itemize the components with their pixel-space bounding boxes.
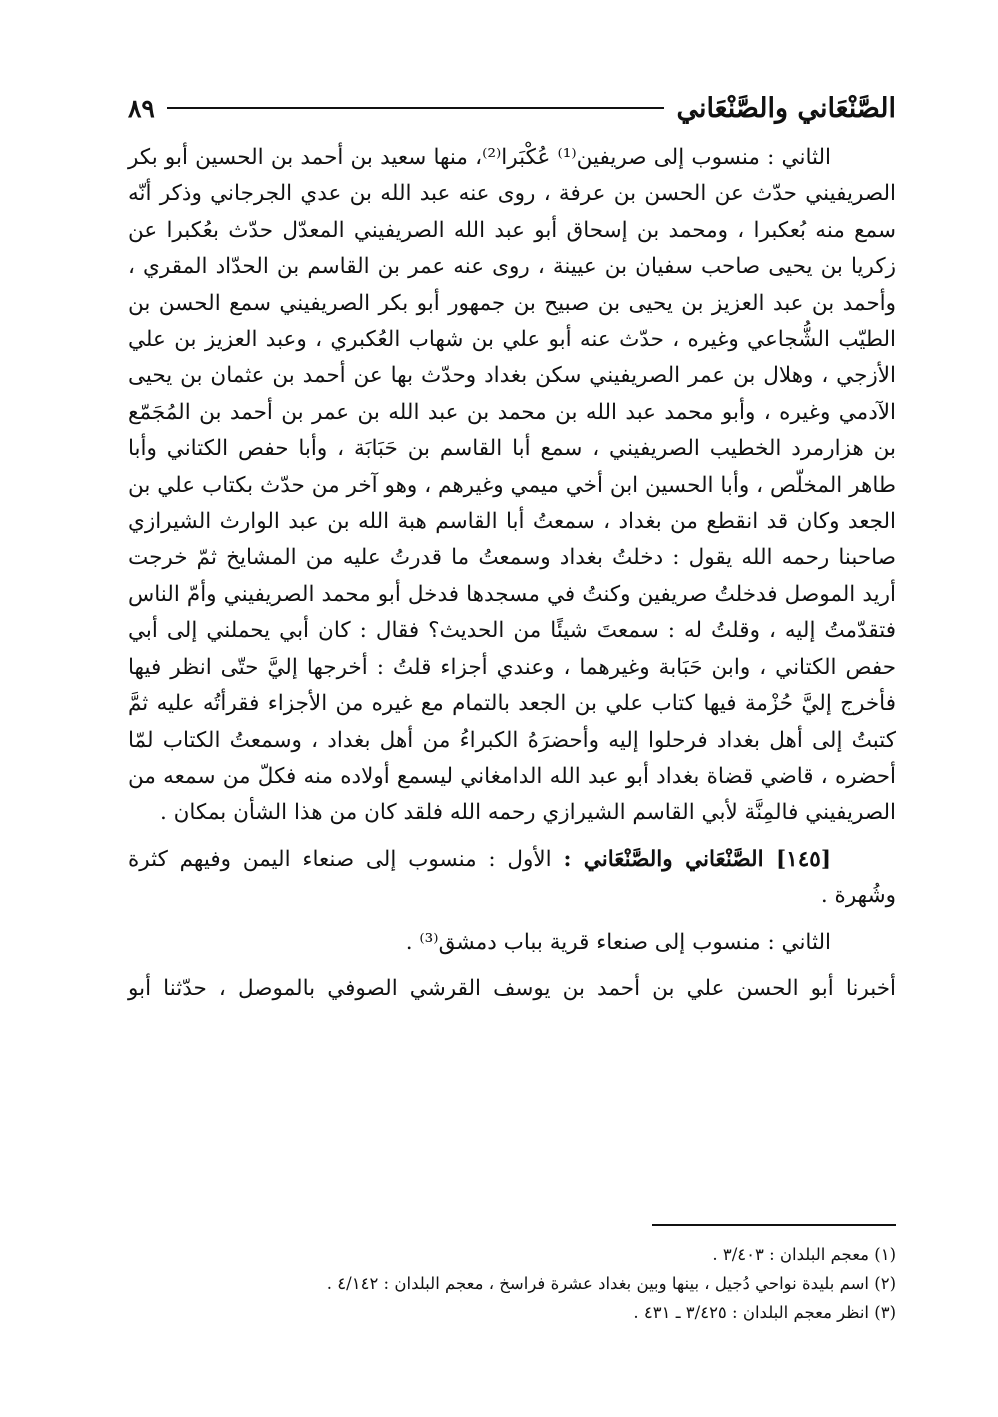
paragraph-text: أخبرنا أبو الحسن علي بن أحمد بن يوسف القرشي الصوفي بالموصل ، حدّثنا أبو <box>128 975 896 1001</box>
footnote-2: (٢) اسم بليدة نواحي دُجيل ، بينها وبين بغداد عشرة فراسخ ، معجم البلدان : ٤/١٤٢ . <box>326 1274 896 1293</box>
paragraph-entry-145 <box>128 842 896 915</box>
paragraph-text: الثاني : منسوب إلى صنعاء قرية بباب دمشق⁽³⁾ . <box>405 929 831 955</box>
paragraph-text: الأول : منسوب إلى صنعاء اليمن وفيهم كثرة وشُهرة . <box>128 846 896 909</box>
footnote-1: (١) معجم البلدان : ٣/٤٠٣ . <box>712 1245 896 1264</box>
page-number: ٨٩ <box>128 93 155 123</box>
header-rule <box>167 107 665 109</box>
footnote-3: (٣) انظر معجم البلدان : ٣/٤٢٥ ـ ٤٣١ . <box>633 1303 896 1322</box>
paragraph-sanaa-damascus <box>128 925 896 961</box>
page-header <box>128 88 896 128</box>
paragraph-sarifini <box>128 140 896 832</box>
paragraph-isnad <box>128 971 896 1007</box>
paragraph-text: الثاني : منسوب إلى صريفين⁽¹⁾ عُكْبَرا⁽²⁾، منها سعيد بن أحمد بن الحسين أبو بكر الصريفيني حدّث عن الحسن بن عرفة ، روى عنه عبد الله بن عدي الجرجاني وذكر أنّه سمع منه بُعكبرا ، ومحمد بن إسحاق أبو عبد الله الصريفيني المعدّل حدّث بعُكبرا عن زكريا بن يحيى صاحب سفيان بن عيينة ، روى عنه عمر بن القاسم بن الحدّاد المقري ، وأحمد بن عبد العزيز بن يحيى بن صبيح بن جمهور أبو بكر الصريفيني سمع الحسن بن الطيّب الشُّجاعي وغيره ، حدّث عنه أبو علي بن شهاب العُكبري ، وعبد العزيز بن علي الأزجي ، وهلال بن عمر الصريفيني سكن بغداد وحدّث بها عن أحمد بن عثمان بن يحيى الآدمي وغيره ، وأبو محمد عبد الله بن محمد بن عبد الله بن عمر بن أحمد بن المُجَمّع بن هزارمرد الخطيب الصريفيني ، سمع أبا القاسم بن حَبَابَة ، وأبا حفص الكتاني وأبا طاهر المخلّص ، وأبا الحسين ابن أخي ميمي وغيرهم ، وهو آخر من حدّث بكتاب علي بن الجعد وكان قد انقطع من بغداد ، سمعتُ أبا القاسم هبة الله بن عبد الوارث الشيرازي صاحبنا رحمه الله يقول : دخلتُ بغداد وسمعتُ ما قدرتُ عليه من المشايخ ثمّ خرجت أريد الموصل فدخلتُ صريفين وكنتُ في مسجدها فدخل أبو محمد الصريفيني وأمّ الناس فتقدّمتُ إليه ، وقلتُ له : سمعتَ شيئًا من الحديث؟ فقال : كان أبي يحملني إلى أبي حفص الكتاني ، وابن حَبَابة وغيرهما ، وعندي أجزاء قلتُ : أخرجها إليَّ حتّى انظر فيها فأخرج إليَّ حُزْمة فيها كتاب علي بن الجعد بالتمام مع غيره من الأجزاء فقرأتُه عليه ثمَّ كتبتُ إلى أهل بغداد فرحلوا إليه وأحضرَهُ الكبراءُ من أهل بغداد ، وسمعتُ الكتاب لمّا أحضره ، قاضي قضاة بغداد أبو عبد الله الدامغاني ليسمع أولاده منه فكلّ من سمعه من الصريفيني فالمِنَّة لأبي القاسم الشيرازي رحمه الله فلقد كان من هذا الشأن بمكان . <box>128 145 896 826</box>
running-title: الصَّنْعَاني والصَّنْعَاني <box>676 92 896 124</box>
entry-heading: [١٤٥] الصَّنْعَاني والصَّنْعَاني : <box>563 846 831 872</box>
main-text <box>128 140 896 1007</box>
footnote-separator <box>652 1224 896 1226</box>
footnotes <box>128 1240 896 1327</box>
